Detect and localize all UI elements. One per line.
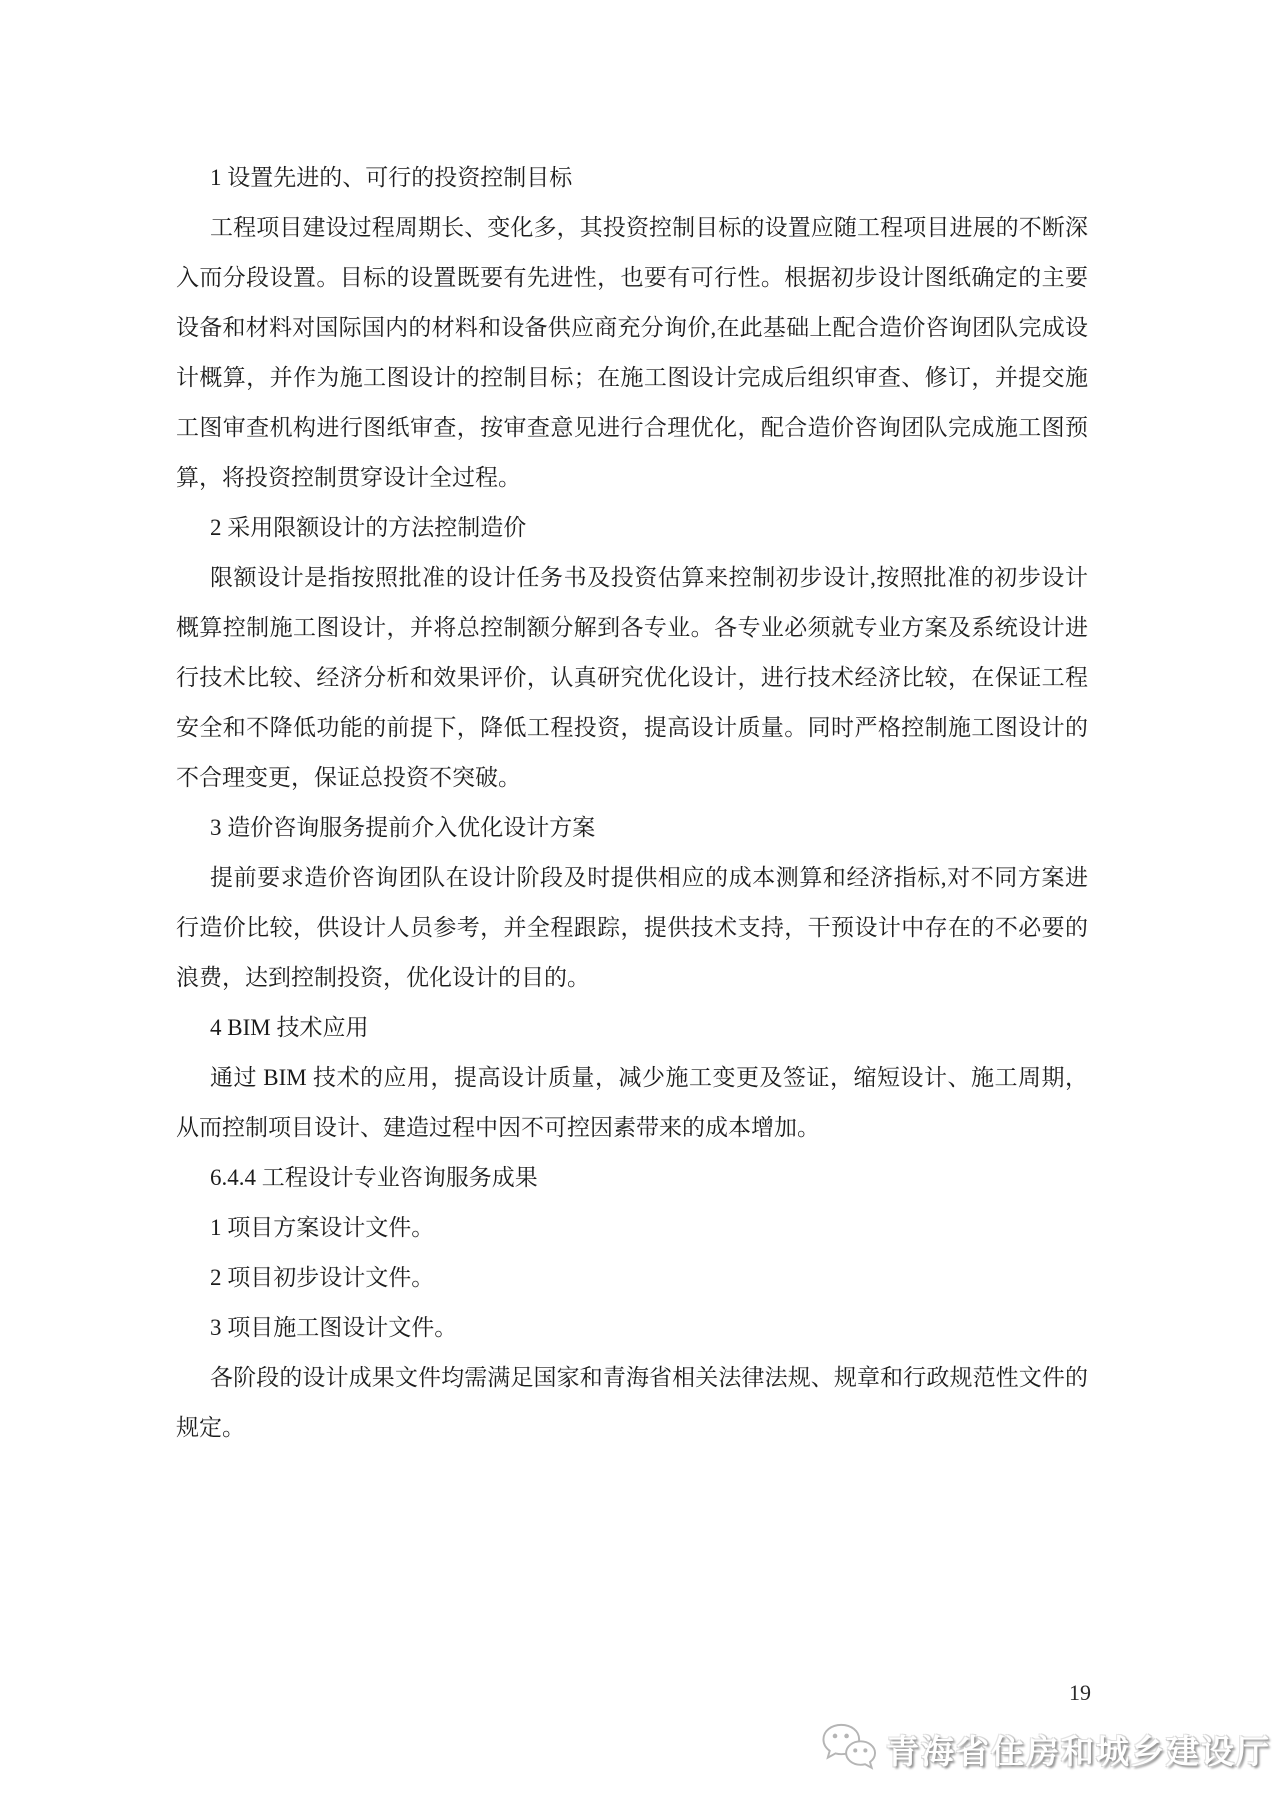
paragraph-cost-consulting: 提前要求造价咨询团队在设计阶段及时提供相应的成本测算和经济指标,对不同方案进行造价比较，供设计人员参考，并全程跟踪，提供技术支持，干预设计中存在的不必要的浪费，达到控制投资，优化设计的目的。 — [176, 865, 1088, 990]
page-number: 19 — [1069, 1680, 1091, 1705]
list-item-2: 2 项目初步设计文件。 — [210, 1265, 435, 1290]
paragraph-compliance: 各阶段的设计成果文件均需满足国家和青海省相关法律法规、规章和行政规范性文件的规定。 — [176, 1365, 1088, 1440]
section-heading-4: 4 BIM 技术应用 — [210, 1015, 369, 1040]
paragraph-investment-goal: 工程项目建设过程周期长、变化多，其投资控制目标的设置应随工程项目进展的不断深入而分段设置。目标的设置既要有先进性，也要有可行性。根据初步设计图纸确定的主要设备和材料对国际国内的材料和设备供应商充分询价,在此基础上配合造价咨询团队完成设计概算，并作为施工图设计的控制目标；在施工图设计完成后组织审查、修订，并提交施工图审查机构进行图纸审查，按审查意见进行合理优化，配合造价咨询团队完成施工图预算，将投资控制贯穿设计全过程。 — [176, 215, 1088, 490]
section-heading-1: 1 设置先进的、可行的投资控制目标 — [210, 165, 573, 190]
document-content — [176, 153, 1088, 1453]
list-item-1: 1 项目方案设计文件。 — [210, 1215, 435, 1240]
paragraph-limit-design: 限额设计是指按照批准的设计任务书及投资估算来控制初步设计,按照批准的初步设计概算控制施工图设计，并将总控制额分解到各专业。各专业必须就专业方案及系统设计进行技术比较、经济分析和效果评价，认真研究优化设计，进行技术经济比较，在保证工程安全和不降低功能的前提下，降低工程投资，提高设计质量。同时严格控制施工图设计的不合理变更，保证总投资不突破。 — [176, 565, 1088, 790]
list-item-3: 3 项目施工图设计文件。 — [210, 1315, 458, 1340]
section-heading-3: 3 造价咨询服务提前介入优化设计方案 — [210, 815, 596, 840]
section-heading-2: 2 采用限额设计的方法控制造价 — [210, 515, 527, 540]
watermark-text: 青海省住房和城乡建设厅 — [886, 1732, 1271, 1770]
wechat-icon — [820, 1722, 878, 1776]
paragraph-bim: 通过 BIM 技术的应用，提高设计质量，减少施工变更及签证，缩短设计、施工周期，从而控制项目设计、建造过程中因不可控因素带来的成本增加。 — [176, 1065, 1088, 1140]
section-heading-644: 6.4.4 工程设计专业咨询服务成果 — [210, 1165, 538, 1190]
footer-watermark — [820, 1722, 1271, 1776]
